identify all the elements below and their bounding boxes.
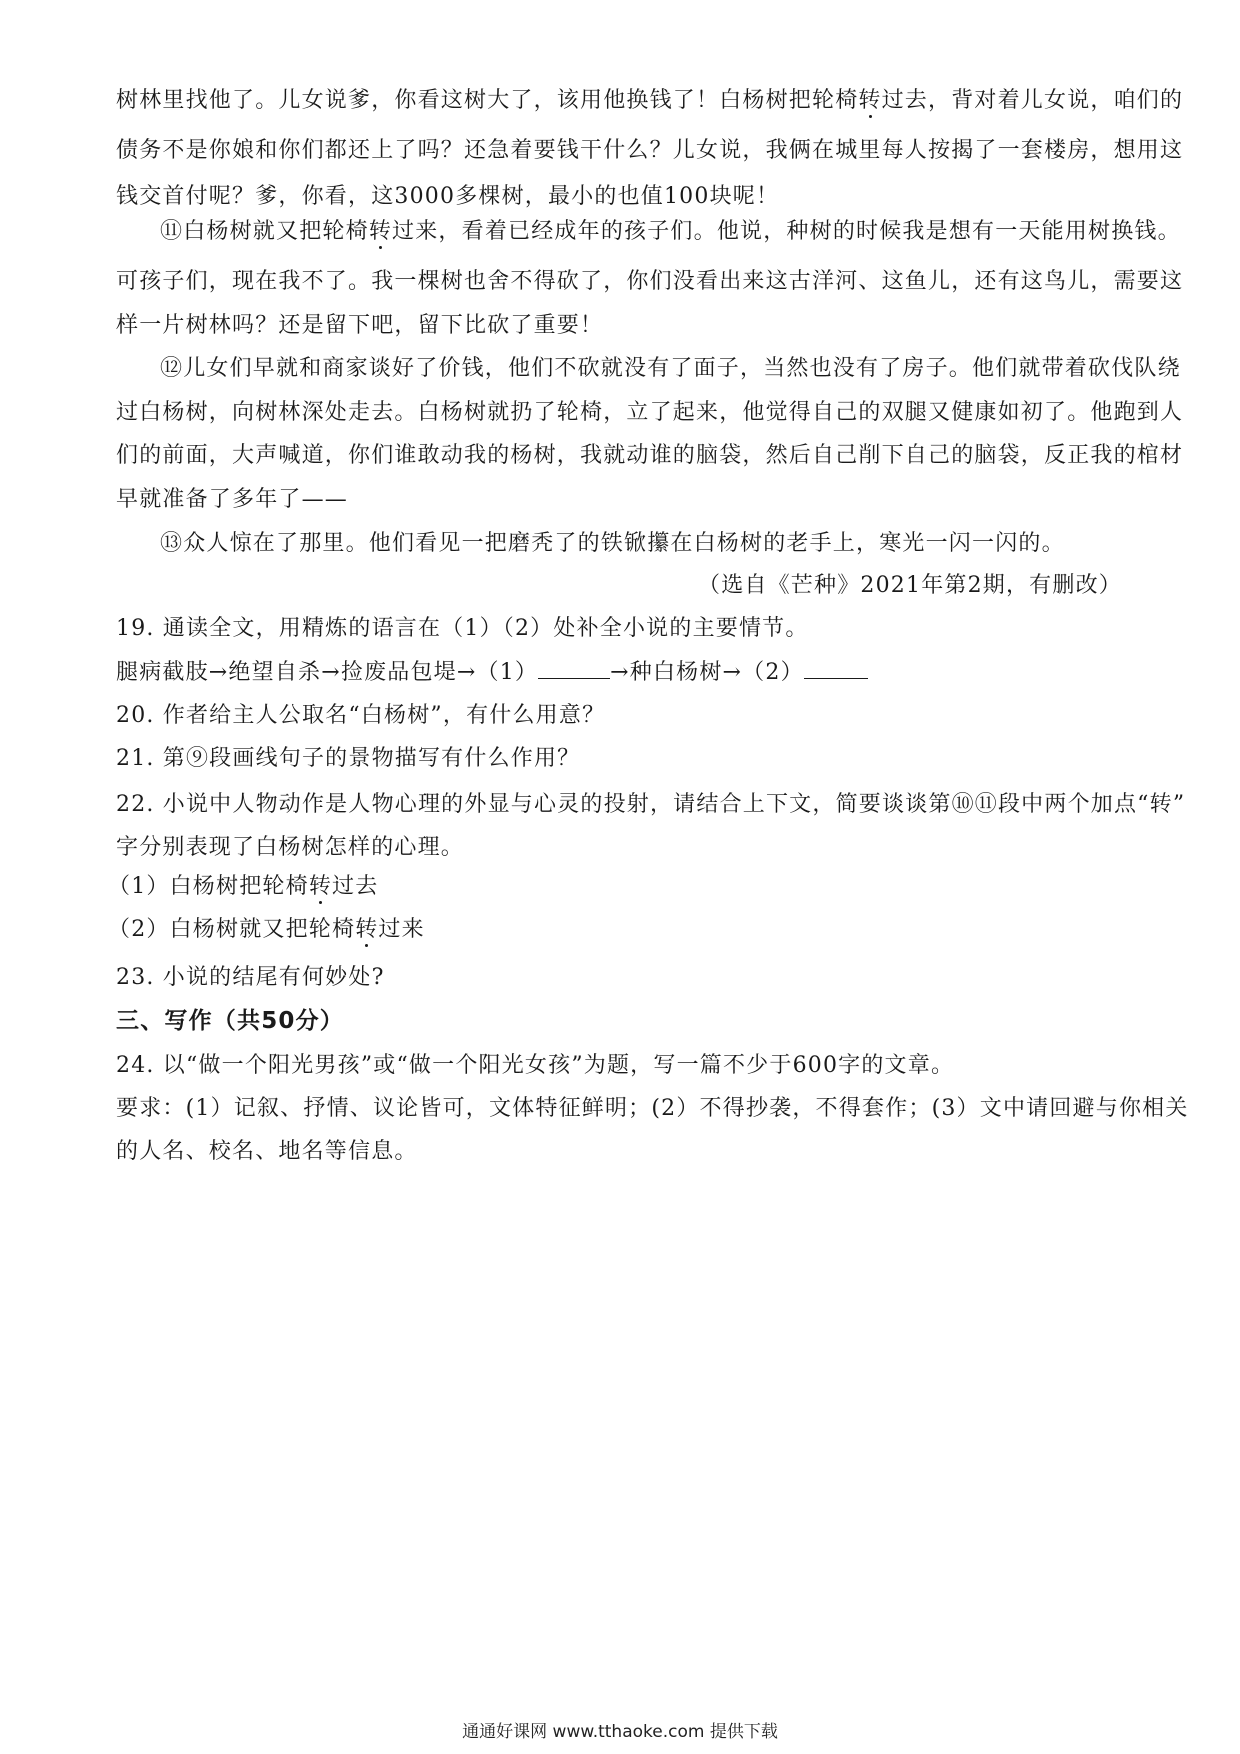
question-19-plot bbox=[116, 658, 1126, 688]
question-24: 24. 以“做一个阳光男孩”或“做一个阳光女孩”为题，写一篇不少于600字的文章。 bbox=[116, 1053, 955, 1078]
text: （2）白杨树就又把轮椅 bbox=[108, 917, 356, 942]
question-21: 21. 第⑨段画线句子的景物描写有什么作用？ bbox=[116, 746, 581, 771]
text: 腿病截肢→绝望自杀→捡废品包堤→（1） bbox=[116, 660, 539, 685]
story-line: 早就准备了多年了—— bbox=[116, 487, 349, 512]
text: （1）白杨树把轮椅 bbox=[108, 874, 309, 899]
story-line: 过白杨树，向树林深处走去。白杨树就扔了轮椅，立了起来，他觉得自己的双腿又健康如初了。他跑到人 bbox=[116, 400, 1184, 425]
question-22: 22. 小说中人物动作是人物心理的外显与心灵的投射，请结合上下文，简要谈谈第⑩⑪段中两个加点“转” bbox=[116, 792, 1186, 817]
text: 过去 bbox=[332, 874, 379, 899]
question-20: 20. 作者给主人公取名“白杨树”，有什么用意？ bbox=[116, 703, 606, 728]
story-line: ⑬众人惊在了那里。他们看见一把磨秃了的铁锨攥在白杨树的老手上，寒光一闪一闪的。 bbox=[160, 531, 1065, 556]
source-citation: （选自《芒种》2021年第2期，有删改） bbox=[698, 573, 1122, 598]
story-line: 钱交首付呢？爹，你看，这3000多棵树，最小的也值100块呢！ bbox=[116, 184, 780, 209]
emphasis-dot-char: 转 bbox=[308, 874, 333, 899]
question-23: 23. 小说的结尾有何妙处? bbox=[116, 965, 385, 990]
answer-blank-2[interactable] bbox=[804, 658, 868, 679]
question-22-part-1 bbox=[108, 872, 1118, 902]
text: 过来，看着已经成年的孩子们。他说，种树的时候我是想有一天能用树换钱。 bbox=[392, 219, 1181, 244]
text: 过去，背对着儿女说，咱们的 bbox=[881, 88, 1184, 113]
question-22-part-2 bbox=[108, 915, 1118, 945]
section-heading-writing: 三、写作（共50分） bbox=[116, 1008, 345, 1034]
text: 过来 bbox=[378, 917, 425, 942]
text: →种白杨树→（2） bbox=[610, 660, 804, 685]
story-line: ⑫儿女们早就和商家谈好了价钱，他们不砍就没有了面子，当然也没有了房子。他们就带着砍伐队绕 bbox=[160, 356, 1181, 381]
question-22-cont: 字分别表现了白杨树怎样的心理。 bbox=[116, 835, 465, 860]
emphasis-dot-char: 转 bbox=[355, 917, 379, 942]
story-line: 债务不是你娘和你们都还上了吗？还急着要钱干什么？儿女说，我俩在城里每人按揭了一套楼房，想用这 bbox=[116, 138, 1184, 163]
footer-watermark: 通通好课网 www.tthaoke.com 提供下载 bbox=[462, 1722, 778, 1742]
story-line bbox=[116, 86, 1184, 116]
writing-requirements: 要求：(1）记叙、抒情、议论皆可，文体特征鲜明；(2）不得抄袭，不得套作；(3）文中请回避与你相关 bbox=[116, 1096, 1189, 1121]
story-line: 们的前面，大声喊道，你们谁敢动我的杨树，我就动谁的脑袋，然后自己削下自己的脑袋，反正我的棺材 bbox=[116, 443, 1184, 468]
story-line bbox=[160, 217, 1181, 247]
text: 树林里找他了。儿女说爹，你看这树大了，该用他换钱了！白杨树把轮椅 bbox=[116, 88, 859, 113]
writing-requirements-cont: 的人名、校名、地名等信息。 bbox=[116, 1139, 418, 1164]
question-19: 19. 通读全文，用精炼的语言在（1）（2）处补全小说的主要情节。 bbox=[116, 616, 809, 641]
story-line: 样一片树林吗？还是留下吧，留下比砍了重要！ bbox=[116, 313, 604, 338]
text: ⑪白杨树就又把轮椅 bbox=[160, 219, 369, 244]
story-line: 可孩子们，现在我不了。我一棵树也舍不得砍了，你们没看出来这古洋河、这鱼儿，还有这鸟儿，需要这 bbox=[116, 269, 1184, 294]
answer-blank-1[interactable] bbox=[538, 658, 610, 679]
emphasis-dot-char: 转 bbox=[858, 88, 882, 113]
emphasis-dot-char: 转 bbox=[368, 219, 393, 244]
